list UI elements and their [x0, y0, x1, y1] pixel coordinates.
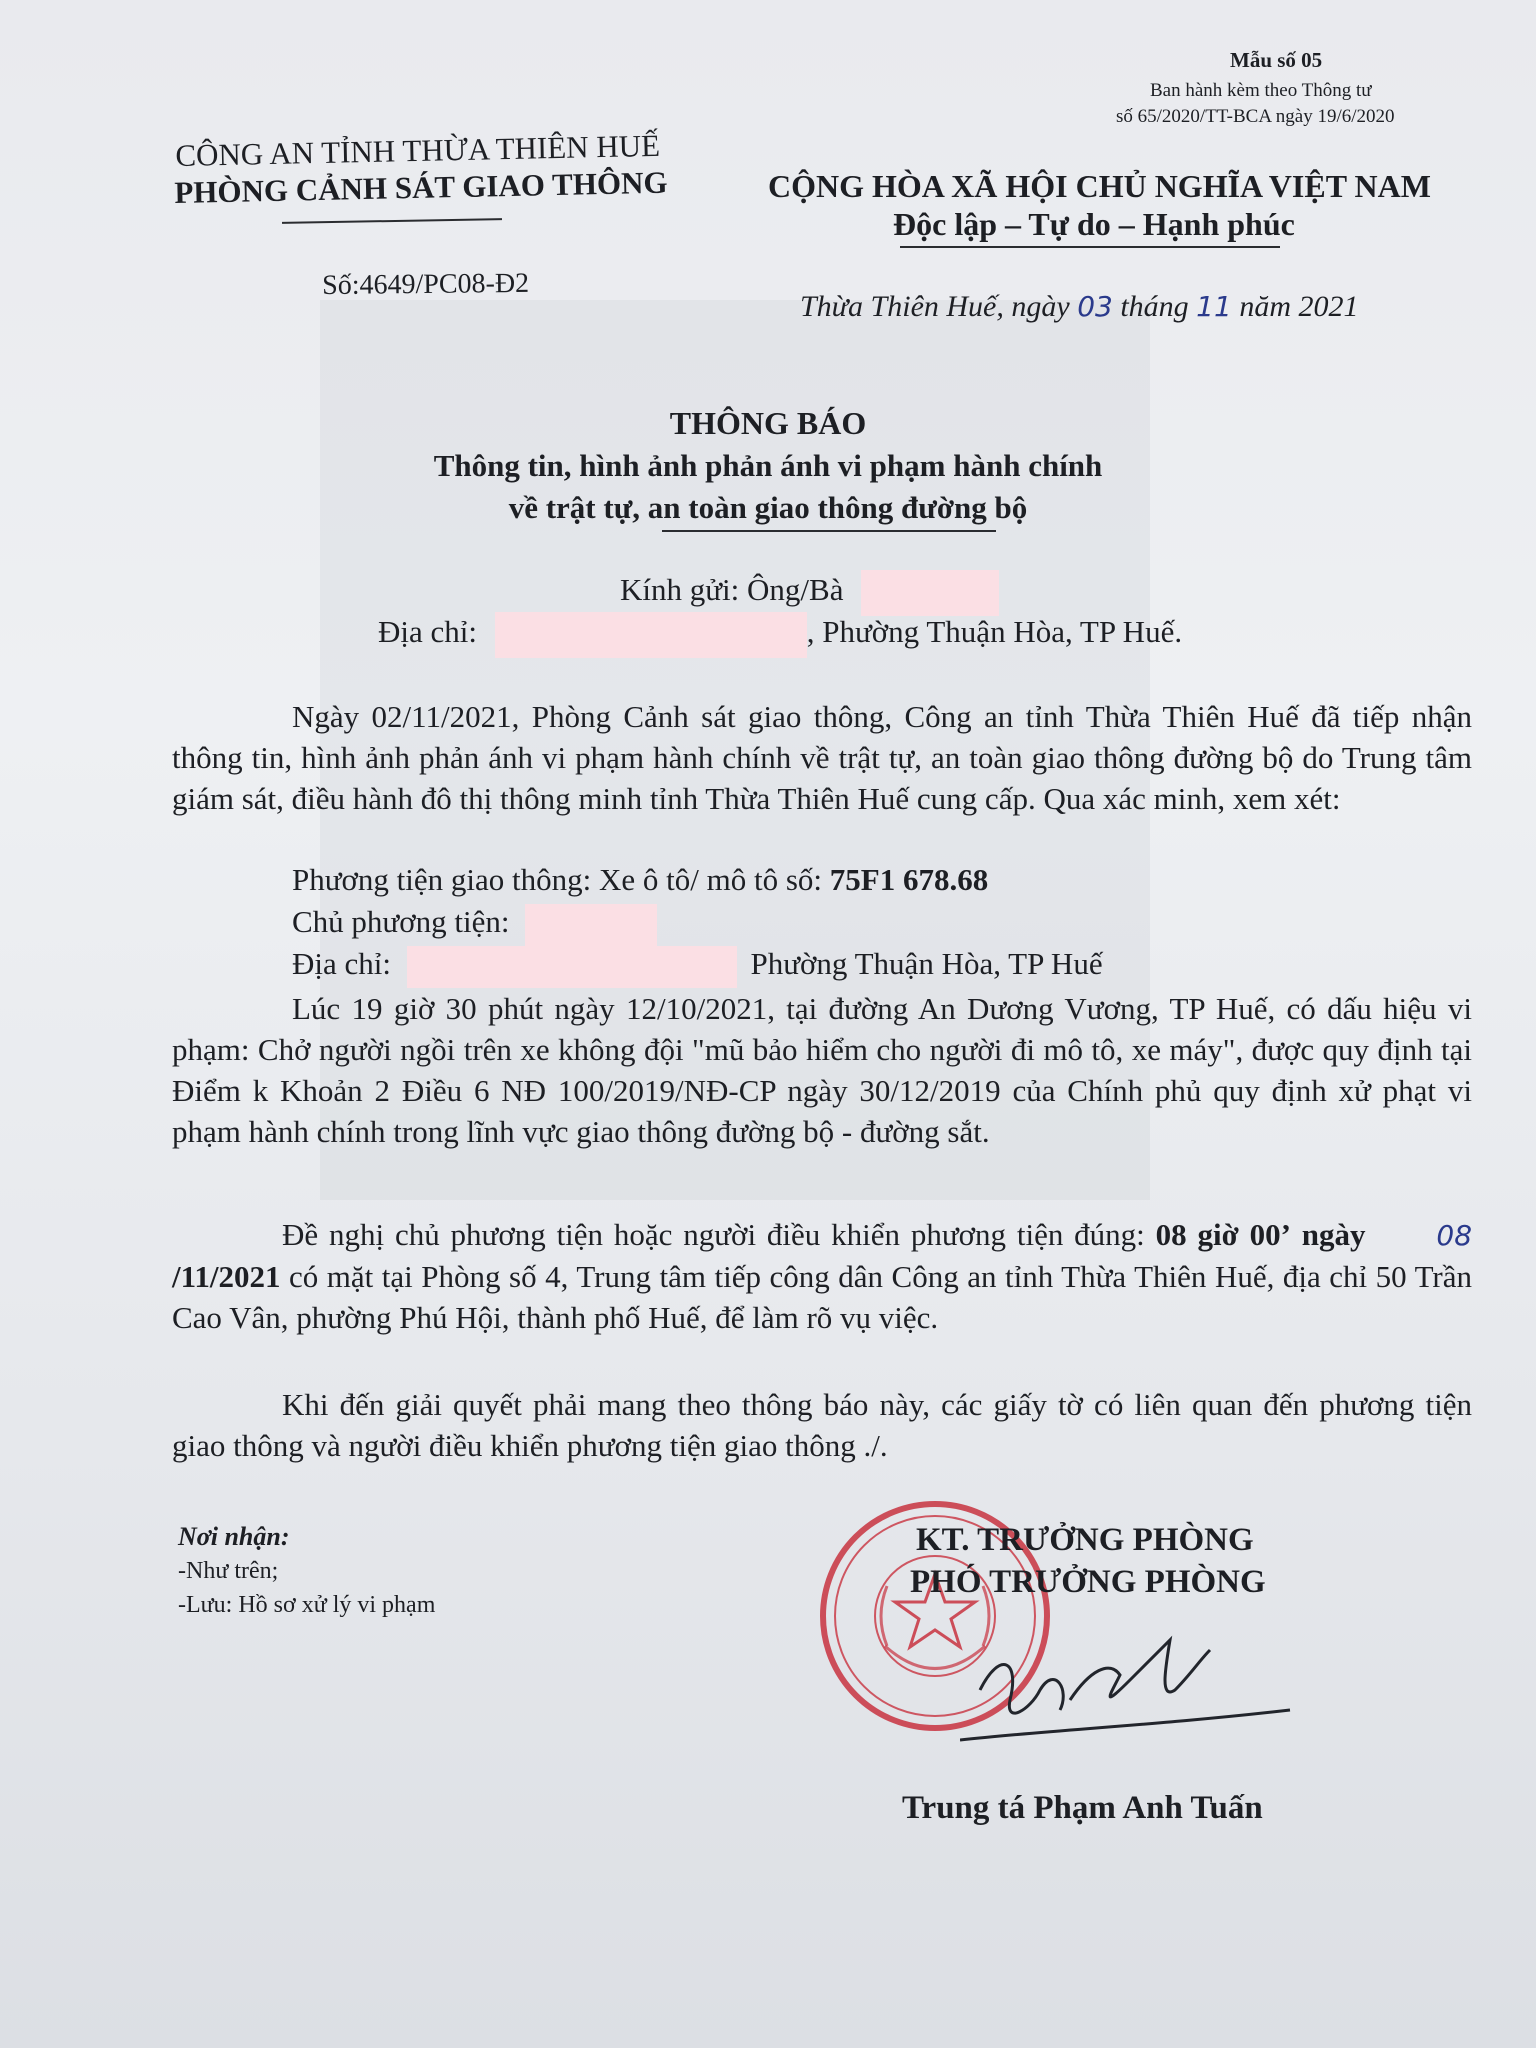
document-title: THÔNG BÁO — [669, 405, 867, 441]
owner-address-line — [292, 946, 1103, 988]
redacted-recipient-address — [495, 612, 807, 658]
vehicle-line — [292, 862, 988, 898]
document-subtitle-2: về trật tự, an toàn giao thông đường bộ — [508, 490, 1028, 525]
document-subtitle-1: Thông tin, hình ảnh phản ánh vi phạm hành chính — [433, 448, 1103, 483]
recipients-item-2: -Lưu: Hồ sơ xử lý vi phạm — [178, 1592, 436, 1618]
national-title: CỘNG HÒA XÃ HỘI CHỦ NGHĨA VIỆT NAM — [768, 168, 1431, 204]
body-paragraph-3 — [172, 1214, 1472, 1338]
redacted-owner-name — [525, 904, 657, 946]
issuing-org: PHÒNG CẢNH SÁT GIAO THÔNG — [174, 164, 668, 210]
handwritten-month: 11 — [1196, 290, 1232, 323]
appointment-day-label: ngày — [1301, 1217, 1366, 1252]
redacted-recipient-name — [861, 570, 999, 616]
document-number: Số:4649/PC08-Đ2 — [322, 267, 530, 301]
signer-title-1: KT. TRƯỞNG PHÒNG — [916, 1522, 1254, 1558]
greeting-label: Kính gửi: Ông/Bà — [620, 572, 844, 608]
signer-title-2: PHÓ TRƯỞNG PHÒNG — [910, 1564, 1266, 1600]
signature-icon — [960, 1630, 1300, 1750]
body-paragraph-2: Lúc 19 giờ 30 phút ngày 12/10/2021, tại đường An Dương Vương, TP Huế, có dấu hiệu vi phạm: Chở người ngồi trên xe không đội "mũ bảo hiểm cho người đi mô tô, xe máy", được quy định tại Điểm k Khoản 2 Điều 6 NĐ 100/2019/NĐ-CP ngày 30/12/2019 của Chính phủ quy định xử phạt vi phạm hành chính trong lĩnh vực giao thông đường bộ - đường sắt. — [172, 991, 1472, 1149]
handwritten-appointment-day: 08 — [1436, 1219, 1473, 1252]
month-label: tháng — [1120, 290, 1189, 323]
request-intro: Đề nghị chủ phương tiện hoặc người điều khiển phương tiện đúng: — [282, 1217, 1145, 1252]
redacted-owner-address — [407, 946, 737, 988]
place-prefix: Thừa Thiên Huế, ngày — [800, 290, 1070, 323]
appointment-details: có mặt tại Phòng số 4, Trung tâm tiếp công dân Công an tỉnh Thừa Thiên Huế, địa chỉ 50 Trần Cao Vân, phường Phú Hội, thành phố Huế, để làm rõ vụ việc. — [172, 1259, 1472, 1335]
owner-address-label: Địa chỉ: — [292, 946, 391, 982]
recipient-greeting — [620, 570, 999, 616]
body-paragraph-1: Ngày 02/11/2021, Phòng Cảnh sát giao thông, Công an tỉnh Thừa Thiên Huế đã tiếp nhận thông tin, hình ảnh phản ánh vi phạm hành chính về trật tự, an toàn giao thông đường bộ do Trung tâm giám sát, điều hành đô thị thông minh tỉnh Thừa Thiên Huế cung cấp. Qua xác minh, xem xét: — [172, 699, 1472, 816]
national-motto: Độc lập – Tự do – Hạnh phúc — [893, 206, 1295, 242]
signer-name: Trung tá Phạm Anh Tuấn — [902, 1790, 1263, 1826]
owner-address-suffix: Phường Thuận Hòa, TP Huế — [750, 946, 1103, 982]
subtitle-underline — [662, 530, 996, 532]
form-issued-line2: số 65/2020/TT-BCA ngày 19/6/2020 — [1116, 106, 1395, 127]
org-underline — [282, 218, 502, 224]
year-label: năm 2021 — [1239, 290, 1359, 323]
address-label: Địa chỉ: — [378, 614, 477, 650]
handwritten-day: 03 — [1077, 290, 1113, 323]
appointment-month-year: /11/2021 — [172, 1259, 281, 1294]
body-paragraph-4: Khi đến giải quyết phải mang theo thông báo này, các giấy tờ có liên quan đến phương tiện giao thông và người điều khiển phương tiện giao thông ./. — [172, 1387, 1472, 1463]
owner-line — [292, 904, 657, 946]
vehicle-label: Phương tiện giao thông: Xe ô tô/ mô tô số: — [292, 862, 823, 897]
vehicle-plate: 75F1 678.68 — [829, 862, 989, 897]
appointment-time: 08 giờ 00’ — [1155, 1217, 1291, 1252]
recipients-item-1: -Như trên; — [178, 1558, 279, 1584]
owner-label: Chủ phương tiện: — [292, 904, 510, 940]
recipient-address — [378, 612, 1182, 658]
motto-underline — [900, 246, 1280, 248]
recipients-label: Nơi nhận: — [178, 1522, 290, 1551]
address-suffix: , Phường Thuận Hòa, TP Huế. — [806, 614, 1183, 650]
form-issued-line1: Ban hành kèm theo Thông tư — [1150, 80, 1372, 101]
place-date — [800, 290, 1358, 324]
issuing-org-parent: CÔNG AN TỈNH THỪA THIÊN HUẾ — [175, 127, 661, 173]
form-number: Mẫu số 05 — [1230, 48, 1323, 72]
